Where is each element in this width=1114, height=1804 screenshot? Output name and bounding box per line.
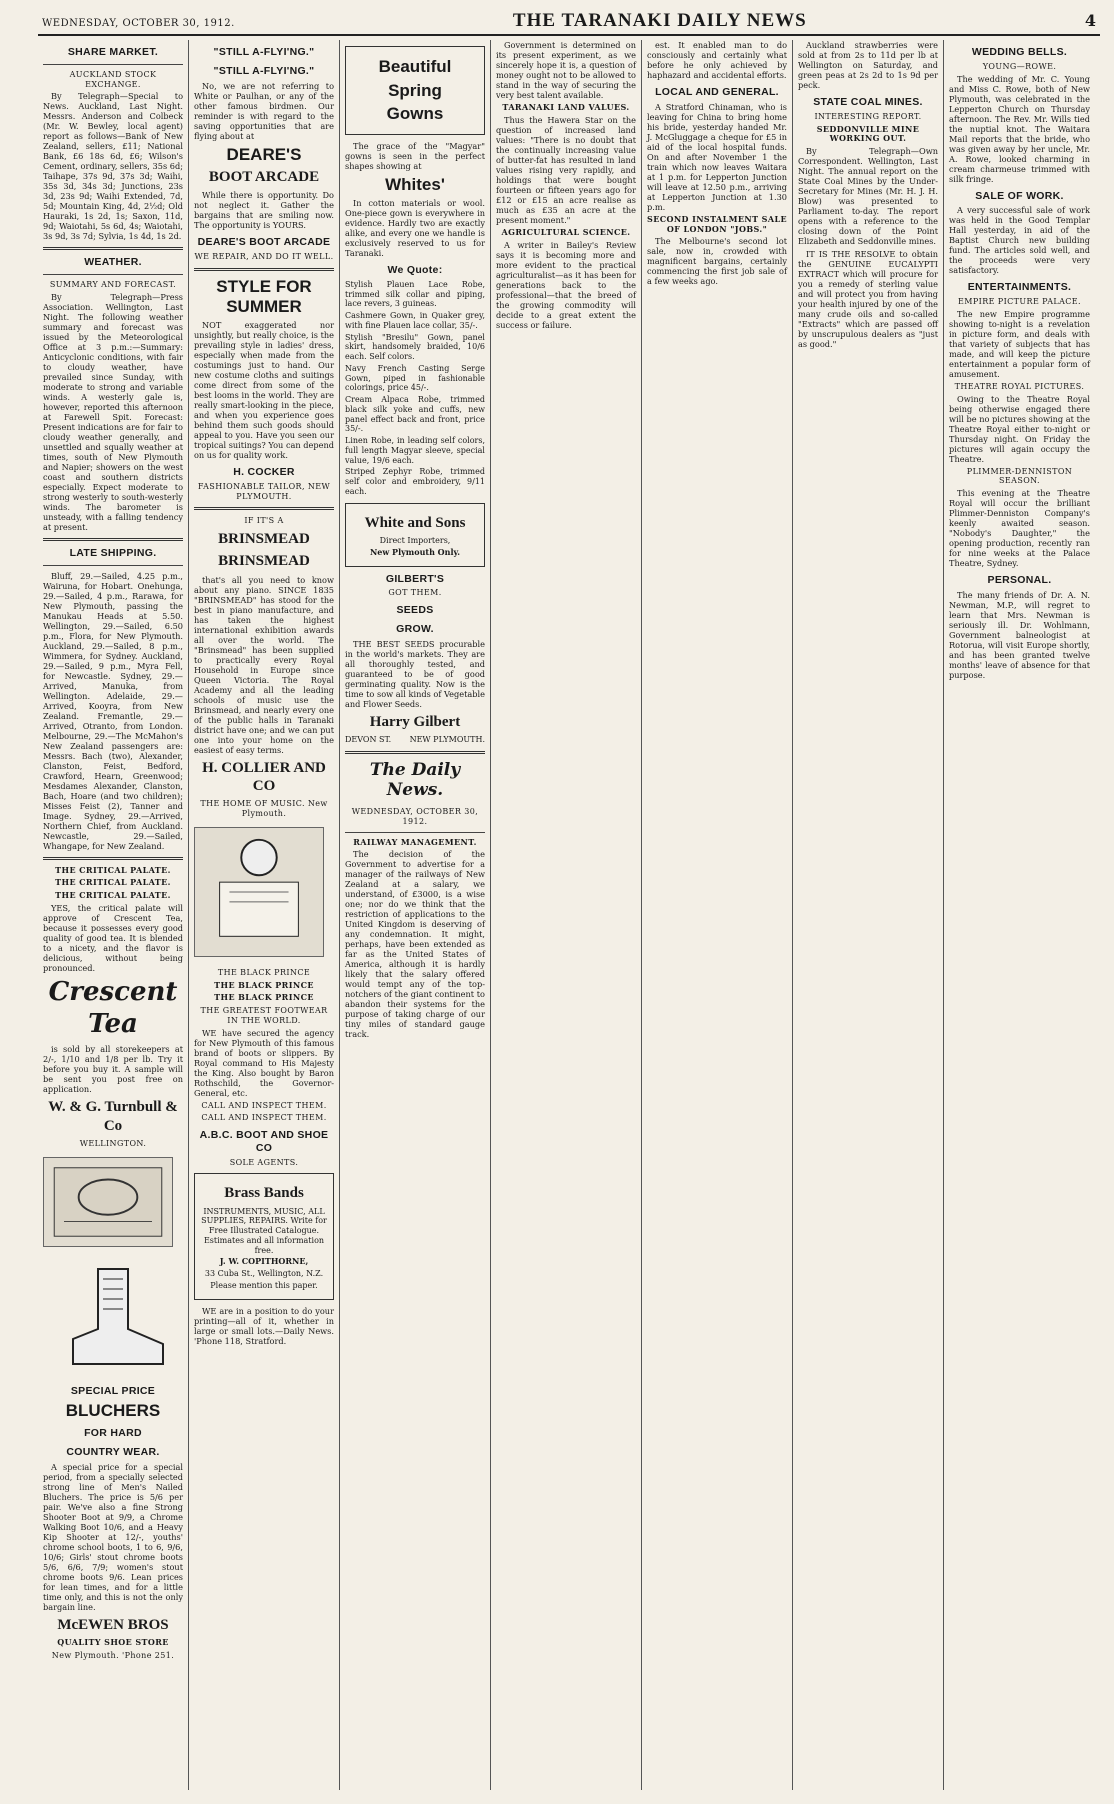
col6-top-text: Auckland strawberries were sold at from 2s to 11d per lb at Wellington on Saturday, and green peas at 2s 2d to 1s 9d per peck. [798,40,938,90]
list-item: Linen Robe, in leading self colors, full length Magyar sleeve, special value, 19/6 each. [345,436,485,465]
col4-top-text: Government is determined on its present experiment, as we sincerely hope it is, a question of money ought not to be allowed to stand in the way of securing the very best talent available. [496,40,636,100]
wedding-subheading: YOUNG—ROWE. [982,61,1057,71]
plimmer-subheading: PLIMMER-DENNISTON SEASON. [966,466,1073,486]
shipping-text: Bluff, 29.—Sailed, 4.25 p.m., Wairuna, for Hobart. Onehunga, 29.—Sailed, 4 p.m., Rarawa, for New Plymouth, passing the Manukau Heads at 5.50. Wellington, 29.—Sailed, 6.50 p.m., Flora, for New Plymouth. Auckland, 29.—Sailed, 8 p.m., Wimmera, for Sydney. Auckland, 29.—Sailed, 9 p.m., Myra Fell, for Newcastle. Sydney, 29.—Arrived, Manuka, from Wellington. Adelaide, 29.—Arrived, Kooyra, from New Zealand. Fremantle, 29.—Arrived, Otranto, from London. Melbourne, 29.—The McMahon's New Zealand passengers are: Messrs. Bach (two), Alexander, Clanston, Feist, Bedford, Crawford, Hearn, Greenwood; Mesdames Alexander, Clanston, Bach, Hoare (and two children); Misses Feist (2), Tanner and Image. Sydney, 29.—Arrived, Northern Chief, from Auckland. Newcastle, 29.—Sailed, Whangape, for New Zealand. [43,570,183,851]
aflyin-heading-1: "STILL A-FLYI'NG." [213,46,315,58]
list-item: Cashmere Gown, in Quaker grey, with fine Plauen lace collar, 35/-. [345,311,485,330]
sale-heading: SECOND INSTALMENT SALE OF LONDON "JOBS." [647,213,787,234]
prince-caption: THE BLACK PRINCE [217,967,311,977]
abc-name: A.B.C. BOOT AND SHOE CO [199,1129,329,1154]
brinsmead-if: IF IT'S A [244,516,284,526]
column-7 [944,40,1095,1790]
brass-bands-ad [194,1173,334,1299]
page-number: 4 [1084,11,1096,30]
aflyin-heading-2: "STILL A-FLYI'NG." [213,64,315,77]
wedding-heading: WEDDING BELLS. [971,46,1068,58]
collier-name: H. COLLIER AND CO [202,759,326,795]
brinsmead-1: BRINSMEAD [218,531,310,548]
coal-subheading-2: SEDDONVILLE MINE WORKING OUT. [816,123,920,144]
white-sons-sub1: Direct Importers, [379,536,451,546]
crescent-tea-logo: Crescent Tea [48,976,178,1039]
columns [38,40,1100,1790]
weather-text: By Telegraph—Press Association. Wellington, Last Night. The following weather summary and forecast was issued by the Meteorological Office at 3 p.m.:—Summary: Anticyclonic conditions, with fair to cloudy weather, have prevailed since Sunday, with moderate to strong and variable winds. A westerly gale is, however, reported this afternoon at Farewell Spit. Forecast: Present indications are for fair to cloudy weather generally, and unsettled and squally weather at times, south of New Plymouth and Napier; showers on the west coast and southern districts especially. Expect moderate to strong westerly to south-westerly winds. The barometer is unsteady, with a falling tendency at present. [43,291,183,532]
brass-text: INSTRUMENTS, MUSIC, ALL SUPPLIES, REPAIRS. Write for Free Illustrated Catalogue. Estimates and all information free. [201,1206,327,1255]
white-sons-sub2: New Plymouth Only. [369,546,461,557]
list-item: Stylish "Bresilu" Gown, panel skirt, handsomely braided, 10/6 each. Self colors. [345,332,485,362]
deare-repair: WE REPAIR, AND DO IT WELL. [194,252,334,262]
deare-sub: BOOT ARCADE [208,169,320,186]
list-item: Navy French Casting Serge Gown, piped in fashionable colorings, price 45/-. [345,363,485,393]
brinsmead-2: BRINSMEAD [218,553,310,570]
gowns-text: The grace of the "Magyar" gowns is seen in the perfect shapes showing at [345,140,485,171]
column-5 [642,40,793,1790]
wedding-text: The wedding of Mr. C. Young and Miss C. Rowe, both of New Plymouth, was celebrated in the Lepperton Church on Thursday afternoon. The Rev. Mr. Wills tied the nuptial knot. The Waitara Mail reports that the bride, who was given away by her uncle, Mr. A. Rowe, looked charming in cream charmeuse trimmed with silk fringe. [949,73,1090,184]
deare-text: While there is opportunity. Do not neglect it. Gather the bargains that are smiling now. The opportunity is YOURS. [194,190,334,231]
tea-packet-illustration [43,1157,173,1247]
prince-text: WE have secured the agency for New Plymouth of this famous brand of boots or slippers. By Royal command to His Majesty the King. Also bought by Baron Rothschild, the Governor-General, etc. [194,1027,334,1098]
resolve-text: IT IS THE RESOLVE to obtain the GENUINE EUCALYPTI EXTRACT which will procure for you a remedy of sterling value and will protect you from having your health injured by one of the many crude oils and so-called "Extracts" which are passed off by unscrupulous dealers as "just as good." [798,249,938,350]
column-3 [340,40,491,1790]
share-market-heading: SHARE MARKET. [67,46,159,58]
empire-subheading: EMPIRE PICTURE PALACE. [958,297,1081,307]
gilbert-text: THE BEST SEEDS procurable in the world's markets. They are all thoroughly tested, and guaranteed to be of good germinating quality. Now is the time to sow all kinds of Vegetable and Flower Seeds. [345,638,485,709]
column-6 [793,40,944,1790]
coal-heading: STATE COAL MINES. [813,96,923,108]
personal-heading: PERSONAL. [987,574,1052,587]
prince-sub: THE GREATEST FOOTWEAR IN THE WORLD. [200,1006,328,1025]
harry-gilbert: Harry Gilbert [369,713,461,730]
gowns-1: Beautiful [378,57,452,76]
cocker-name: H. COCKER [233,466,295,479]
brass-name: J. W. COPITHORNE, [219,1256,309,1267]
brass-addr: 33 Cuba St., Wellington, N.Z. [204,1269,324,1279]
seeds-word: SEEDS [396,604,434,617]
printing-text: WE are in a position to do your printing—all of it, whether in large or small lots.—Daily News. 'Phone 118, Stratford. [194,1305,334,1346]
gown-price-list [345,280,485,497]
theatre-subheading: THEATRE ROYAL PICTURES. [954,381,1085,391]
blucher-work: COUNTRY WEAR. [66,1445,160,1458]
weather-subheading: SUMMARY AND FORECAST. [49,280,177,290]
palate-heading-3: THE CRITICAL PALATE. [55,890,171,901]
masthead-date: WEDNESDAY, OCTOBER 30, 1912. [42,18,235,29]
harry-address [345,735,485,745]
gilbert-2: GOT THEM. [388,588,442,598]
palate-text: YES, the critical palate will approve of Crescent Tea, because it possesses every good quality of good tea. It is blended to a nicety, and the flavor is delicious, without being pronounced. [43,902,183,973]
prince-1: THE BLACK PRINCE [214,979,314,990]
harry-addr-2: NEW PLYMOUTH. [409,734,485,744]
call-2: CALL AND INSPECT THEM. [201,1113,327,1123]
aflyin-text: No, we are not referring to White or Paulhan, or any of the other famous birdmen. Our reminder is with regard to the saving opportunities that are flying about at [194,80,334,141]
local-heading: LOCAL AND GENERAL. [655,86,779,98]
sale-text: The Melbourne's second lot sale, now in, crowded with magnificent bargains, certainly commencing the first job sale of a few weeks ago. [647,236,787,287]
summer-title: STYLE FOR SUMMER [216,276,312,316]
mcewen-addr: New Plymouth. 'Phone 251. [51,1650,175,1660]
palate-heading-1: THE CRITICAL PALATE. [55,864,171,875]
white-sons-ad [345,503,485,567]
blucher-for: FOR HARD [84,1427,142,1440]
list-item: Cream Alpaca Robe, trimmed black silk yoke and cuffs, new panel effect back and front, price 35/-. [345,395,485,434]
list-item: Stylish Plauen Lace Robe, trimmed silk collar and piping, lace revers, 3 guineas. [345,279,485,309]
abc-sub: SOLE AGENTS. [229,1157,299,1167]
quote-heading: We Quote: [387,264,443,277]
list-item: Striped Zephyr Robe, trimmed self color and embroidery, 9/11 each. [345,467,485,496]
gowns-ad [345,46,485,135]
weather-heading: WEATHER. [84,256,142,269]
white-sons-name: White and Sons [364,514,466,531]
railway-heading: RAILWAY MANAGEMENT. [353,836,477,847]
brass-title: Brass Bands [224,1185,304,1202]
brass-note: Please mention this paper. [210,1280,318,1290]
turnbull-name: W. & G. Turnbull & Co [48,1099,178,1134]
masthead-title: THE TARANAKI DAILY NEWS [512,10,807,31]
land-values-text: Thus the Hawera Star on the question of increased land values: "There is no doubt that the continually increasing value of butter-fat has resulted in land values rising very rapidly, and holdings that were bought fourteen or fifteen years ago for £12 or £15 an acre realise as much as £35 an acre at the present moment." [496,114,636,225]
theatre-text: Owing to the Theatre Royal being otherwise engaged there will be no pictures showing at the Theatre Royal either to-night or Thursday night. On Friday the pictures will again occupy the Theatre. [949,393,1090,464]
summer-text: NOT exaggerated nor unsightly, but really choice, is the prevailing style in ladies' dress, especially when made from the costumings just to hand. Our new costume cloths and suitings come direct from some of the best looms in the world. They are really smart-looking in the piece, and when you experience goes behind them such goods should appeal to you. Have you seen our tropical suitings? You can depend on us for quality work. [194,320,334,461]
share-market-subheading: AUCKLAND STOCK EXCHANGE. [69,69,157,89]
harry-addr-1: DEVON ST. [345,734,392,744]
daily-news-title: The Daily News. [369,759,461,801]
whites-title: Whites' [385,174,445,194]
sale-of-work-text: A very successful sale of work was held in the Good Templar Hall yesterday, in aid of the Baptist Church new building fund. The articles sold well, and the proceeds were very satisfactory. [949,205,1090,276]
black-prince-illustration [194,827,324,957]
daily-news-date: WEDNESDAY, OCTOBER 30, 1912. [351,807,479,826]
call-1: CALL AND INSPECT THEM. [201,1100,327,1110]
coal-subheading: INTERESTING REPORT. [814,111,922,121]
mcewen-sub: QUALITY SHOE STORE [57,1636,169,1647]
turnbull-location: WELLINGTON. [79,1138,147,1148]
share-market-text: By Telegraph—Special to News. Auckland, Last Night. Messrs. Anderson and Colbeck (Mr. W. Bewley, local agent) report as follows—Bank of New Zealand, sellers, £11; National Bank, £6 18s 6d, £6; Wilson's Cement, ordinary, sellers, 35s 6d; Taihape, 37s 9d, 37s 3d; Waihi, 35s 3d, 34s 3d; Junctions, 23s 3d, 23s 9d; Waihi Extended, 7d, 5d; Mountain King, 4d, 2½d; Old Hauraki, 1s 2d, 1s; Saxon, 11d, 9d; Waiotahi, 5s 6d, 4s; Waiotahi, 3s 9d, 3s 7d; Sylvia, 1s 4d, 1s 2d. [43,91,183,242]
sale-of-work-heading: SALE OF WORK. [975,189,1064,202]
masthead [38,8,1100,36]
brinsmead-text: that's all you need to know about any piano. SINCE 1835 "BRINSMEAD" has stood for the best in piano manufacture, and has taken the highest international exhibition awards all over the world. The "Brinsmead" has been supplied to practically every Royal Household in Europe since Queen Victoria. The Royal Academy and all the leading schools of music use the Brinsmead, and nearly every one of the public halls in Taranaki district have one; and we can put one into your home on the easiest of easy terms. [194,574,334,755]
crescent-text: is sold by all storekeepers at 2/-, 1/10 and 1/8 per lb. Try it before you buy it. A sample will be sent you post free on application. [43,1044,183,1095]
entertainments-heading: ENTERTAINMENTS. [967,281,1072,294]
column-1 [38,40,189,1790]
local-text: A Stratford Chinaman, who is leaving for China to bring home his bride, yesterday handed Mr. J. McGluggage a cheque for £5 in aid of the local hospital funds. On and after November 1 the train which now leaves Waitara at 1 p.m. for Lepperton Junction will leave at 12.50 p.m., arriving at Lepperton Junction at 1.30 p.m. [647,101,787,212]
agriculture-heading: AGRICULTURAL SCIENCE. [501,226,631,237]
palate-heading-2: THE CRITICAL PALATE. [55,877,171,888]
whites-text: In cotton materials or wool. One-piece gown is everywhere in evidence. Hardly two are exactly alike, and every one we handle is exclusively reserved to us for Taranaki. [345,198,485,259]
blucher-text: A special price for a special period, from a specially selected strong line of Men's Nailed Bluchers. The price is 5/6 per pair. We've also a fine Strong Shooter Boot at 9/9, a Chrome Walking Boot 10/6, and a Heavy Kip Shooter at 12/-, youths' chrome school boots, 1 to 6, 9/6, 10/6; Girls' stout chrome boots 5/6, 6/6, 7/9; women's stout chrome boots 9/6. Lean prices for lean times, and for a little time only, and this is not the only bargain line. [43,1461,183,1612]
column-2 [189,40,340,1790]
grow-word: GROW. [396,622,434,635]
collier-sub: THE HOME OF MUSIC. New Plymouth. [200,799,328,819]
deare-title-2: DEARE'S BOOT ARCADE [197,236,331,249]
deare-title: DEARE'S [226,144,302,164]
blucher-special: SPECIAL PRICE [70,1384,156,1397]
shipping-heading: LATE SHIPPING. [69,546,157,559]
plimmer-text: This evening at the Theatre Royal will occur the brilliant Plimmer-Denniston Company's keenly awaited season. "Nobody's Daughter," the opening production, recently ran for nine weeks at the Palace Theatre, Sydney. [949,488,1090,569]
cocker-sub: FASHIONABLE TAILOR, NEW PLYMOUTH. [197,481,331,501]
mcewen-name: McEWEN BROS [57,1616,169,1633]
gilbert-1: GILBERT'S [385,572,445,585]
railway-text: The decision of the Government to advertise for a manager of the railways of New Zealand at a salary, we understand, of £3000, is a wise one; nor do we think that the restriction of applications to the United Kingdom is deserving of any condemnation. It might, perhaps, have been extended as far as the United States of America, although it is hardly likely that the salary offered would tempt any of the top-notchers of the giant continent to abandon their systems for the purpose of taking charge of our tiny miles of standard gauge track. [345,849,485,1040]
coal-text: By Telegraph—Own Correspondent. Wellington, Last Night. The annual report on the State Coal Mines by the Under-Secretary for Mines (Mr. H. J. H. Blow) was presented to Parliament to-day. The report opens with a reference to the closing down of the Point Elizabeth and Seddonville mines. [798,146,938,247]
personal-text: The many friends of Dr. A. N. Newman, M.P., will regret to learn that Mrs. Newman is seriously ill. Dr. Wohlmann, Government balneologist at Rotorua, will visit Europe shortly, and has been granted twelve months' leave of absence for that purpose. [949,589,1090,680]
column-4 [491,40,642,1790]
gowns-2: Spring [388,80,442,100]
blucher-title: BLUCHERS [65,1401,161,1421]
gowns-3: Gowns [386,104,444,124]
prince-2: THE BLACK PRINCE [214,992,314,1003]
col5-top-text: est. It enabled man to do consciously and certainly what before he only achieved by haphazard and accidental efforts. [647,40,787,80]
boot-illustration [53,1259,173,1379]
land-values-heading: TARANAKI LAND VALUES. [502,102,630,112]
agriculture-text: A writer in Bailey's Review says it is becoming more and more evident to the practical agriculturalist—as it has been for generations back to the professional—that the breed of the growing commodity will decide to a great extent the success or failure. [496,239,636,330]
empire-text: The new Empire programme showing to-night is a revelation in picture form, and deals with that variety of subjects that has made, and will keep the picture entertainment a popular form of amusement. [949,308,1090,379]
